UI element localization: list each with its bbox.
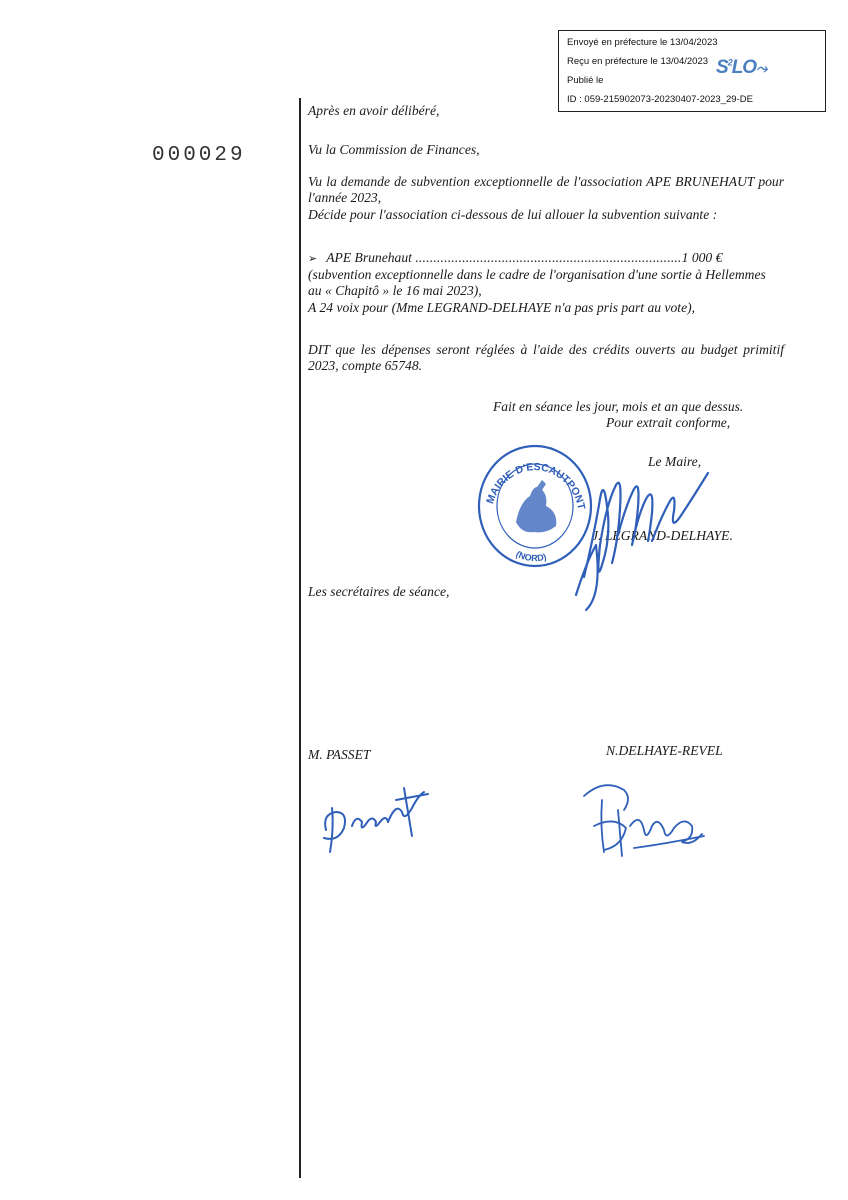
seal-top-text: MAIRIE D'ESCAUTPONT	[484, 461, 588, 511]
grant-line	[308, 250, 786, 267]
slo-logo: $S^2LO⤳$	[716, 57, 767, 78]
grant-name: APE Brunehaut	[326, 250, 412, 265]
secretary1-signature	[316, 778, 436, 858]
stamp-published: Publié le	[567, 75, 604, 86]
budget-paragraph: DIT que les dépenses seront réglées à l'aide des crédits ouverts au budget primitif 2023, compte 65748.	[308, 342, 784, 374]
grant-note-text: (subvention exceptionnelle dans le cadre de l'organisation d'une sortie à Hellemmes au « Chapitô » le 16 mai 2023),	[308, 267, 766, 299]
grant-leader: ..........................................................................	[415, 250, 682, 265]
prefecture-stamp	[558, 30, 826, 112]
vote-text: A 24 voix pour (Mme LEGRAND-DELHAYE n'a pas pris part au vote),	[308, 299, 696, 315]
request-text: Vu la demande de subvention exceptionnelle de l'association APE BRUNEHAUT pour l'année 2023,	[308, 174, 784, 206]
commission-line: Vu la Commission de Finances,	[308, 142, 480, 157]
extract-line: Pour extrait conforme,	[606, 415, 731, 430]
stamp-sent: Envoyé en préfecture le 13/04/2023	[567, 37, 718, 48]
document-number: 000029	[152, 144, 246, 167]
secretary1-name: M. PASSET	[308, 747, 371, 762]
stamp-id: ID : 059-215902073-20230407-2023_29-DE	[567, 94, 753, 105]
secretaries-label: Les secrétaires de séance,	[308, 584, 450, 599]
secretary2-name: N.DELHAYE-REVEL	[606, 743, 723, 758]
mayor-name: J. LEGRAND-DELHAYE.	[592, 528, 733, 543]
decides-text: Décide pour l'association ci-dessous de lui allouer la subvention suivante :	[308, 206, 718, 222]
margin-rule	[299, 98, 301, 1178]
request-paragraph	[308, 174, 784, 223]
grant-amount: 1 000 €	[681, 250, 723, 265]
done-line: Fait en séance les jour, mois et an que dessus.	[493, 399, 744, 414]
secretary2-signature	[574, 776, 714, 868]
bullet-icon: ➢	[308, 253, 318, 265]
grant-note	[308, 267, 778, 316]
seal-bottom-text: (NORD)	[514, 548, 548, 564]
mayor-title: Le Maire,	[648, 454, 702, 469]
after-deliberation: Après en avoir délibéré,	[308, 103, 440, 118]
svg-text:(NORD)	[514, 549, 547, 563]
stamp-received: Reçu en préfecture le 13/04/2023	[567, 56, 709, 67]
